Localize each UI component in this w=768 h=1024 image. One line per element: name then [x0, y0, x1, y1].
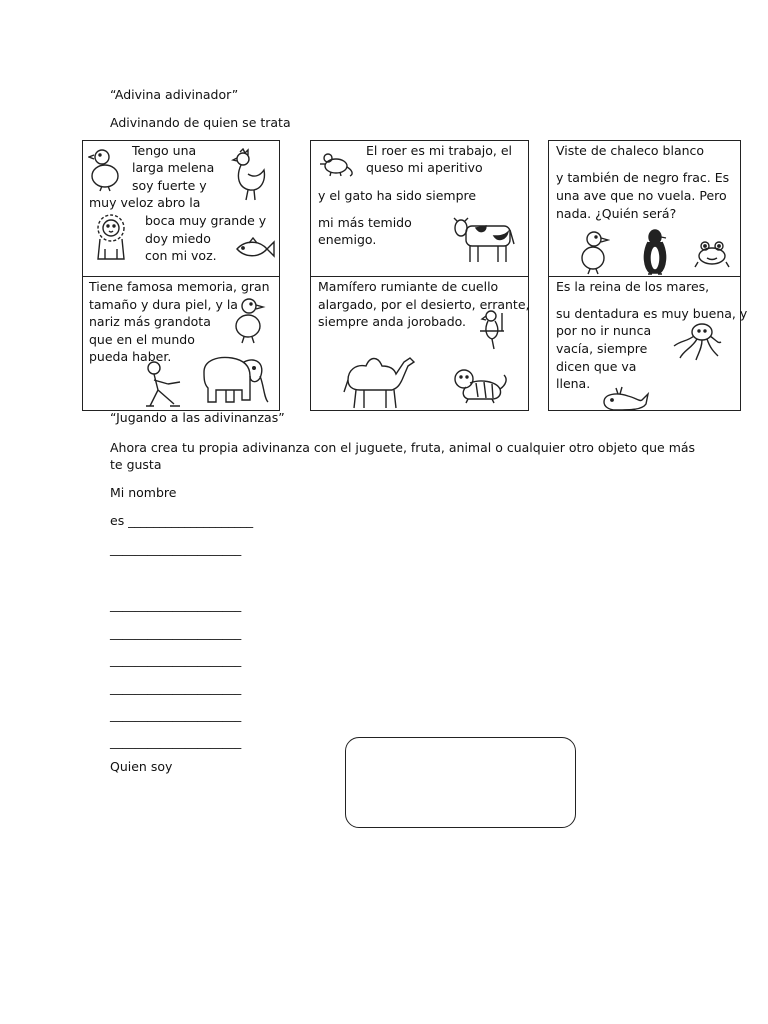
riddle-line: soy fuerte y	[132, 178, 207, 193]
section-title: “Jugando a las adivinanzas”	[110, 410, 285, 425]
page-title: “Adivina adivinador”	[110, 87, 239, 102]
tiger-icon	[452, 367, 508, 405]
duck-icon	[232, 296, 266, 344]
riddle-line: nariz más grandota	[89, 314, 211, 329]
duck-icon	[88, 146, 122, 192]
riddle-line: El roer es mi trabajo, el	[366, 143, 512, 158]
riddle-line: pueda haber.	[89, 349, 172, 364]
answer-line[interactable]: _____________________	[110, 541, 242, 556]
rooster-icon	[228, 148, 268, 202]
elephant-icon	[198, 352, 270, 408]
riddle-line: una ave que no vuela. Pero	[556, 188, 727, 203]
riddle-line: dicen que va	[556, 359, 637, 374]
answer-line[interactable]: _____________________	[110, 680, 242, 695]
riddle-line: Viste de chaleco blanco	[556, 143, 705, 158]
answer-line[interactable]: _____________________	[110, 597, 242, 612]
whale-icon	[602, 386, 650, 412]
riddle-line: que en el mundo	[89, 332, 195, 347]
answer-line[interactable]: _____________________	[110, 625, 242, 640]
riddle-line: alargado, por el desierto, errante,	[318, 297, 530, 312]
riddle-line: llena.	[556, 376, 591, 391]
answer-line[interactable]: _____________________	[110, 707, 242, 722]
name-label: Mi nombre	[110, 485, 177, 500]
quien-soy-label: Quien soy	[110, 759, 173, 774]
answer-box[interactable]	[345, 737, 576, 828]
riddle-line: su dentadura es muy buena, y	[556, 306, 748, 321]
page-subtitle: Adivinando de quien se trata	[110, 115, 291, 130]
riddle-line: mi más temido	[318, 215, 412, 230]
riddle-line: por no ir nunca	[556, 323, 652, 338]
riddle-line: y también de negro frac. Es	[556, 170, 730, 185]
riddle-line: Tiene famosa memoria, gran	[89, 279, 270, 294]
instruction-line: te gusta	[110, 457, 162, 472]
riddle-line: doy miedo	[145, 231, 211, 246]
riddle-line: muy veloz abro la	[89, 195, 201, 210]
duck-icon	[580, 229, 610, 275]
answer-line[interactable]: _____________________	[110, 734, 242, 749]
riddle-line: con mi voz.	[145, 248, 217, 263]
penguin-icon	[640, 228, 670, 276]
riddle-line: Tengo una	[132, 143, 197, 158]
answer-line[interactable]: _____________________	[110, 652, 242, 667]
riddle-line: enemigo.	[318, 232, 377, 247]
parrot-icon	[478, 309, 506, 351]
lion-icon	[90, 213, 132, 263]
frog-icon	[694, 240, 730, 268]
camel-icon	[342, 350, 416, 410]
mouse-icon	[316, 150, 358, 178]
riddle-line: tamaño y dura piel, y la	[89, 297, 238, 312]
riddle-line: nada. ¿Quién será?	[556, 206, 677, 221]
riddle-line: y el gato ha sido siempre	[318, 188, 477, 203]
riddle-line: Mamífero rumiante de cuello	[318, 279, 499, 294]
riddle-line: boca muy grande y	[145, 213, 267, 228]
riddle-line: vacía, siempre	[556, 341, 648, 356]
fish-icon	[235, 237, 275, 261]
riddle-line: Es la reina de los mares,	[556, 279, 710, 294]
man-icon	[140, 360, 184, 408]
riddle-line: siempre anda jorobado.	[318, 314, 467, 329]
answer-line[interactable]: es ____________________	[110, 513, 254, 528]
cow-icon	[450, 212, 516, 266]
riddle-line: queso mi aperitivo	[366, 160, 483, 175]
instruction-line: Ahora crea tu propia adivinanza con el juguete, fruta, animal o cualquier otro objeto que más	[110, 440, 696, 455]
octopus-icon	[672, 322, 722, 362]
riddle-line: larga melena	[132, 160, 215, 175]
